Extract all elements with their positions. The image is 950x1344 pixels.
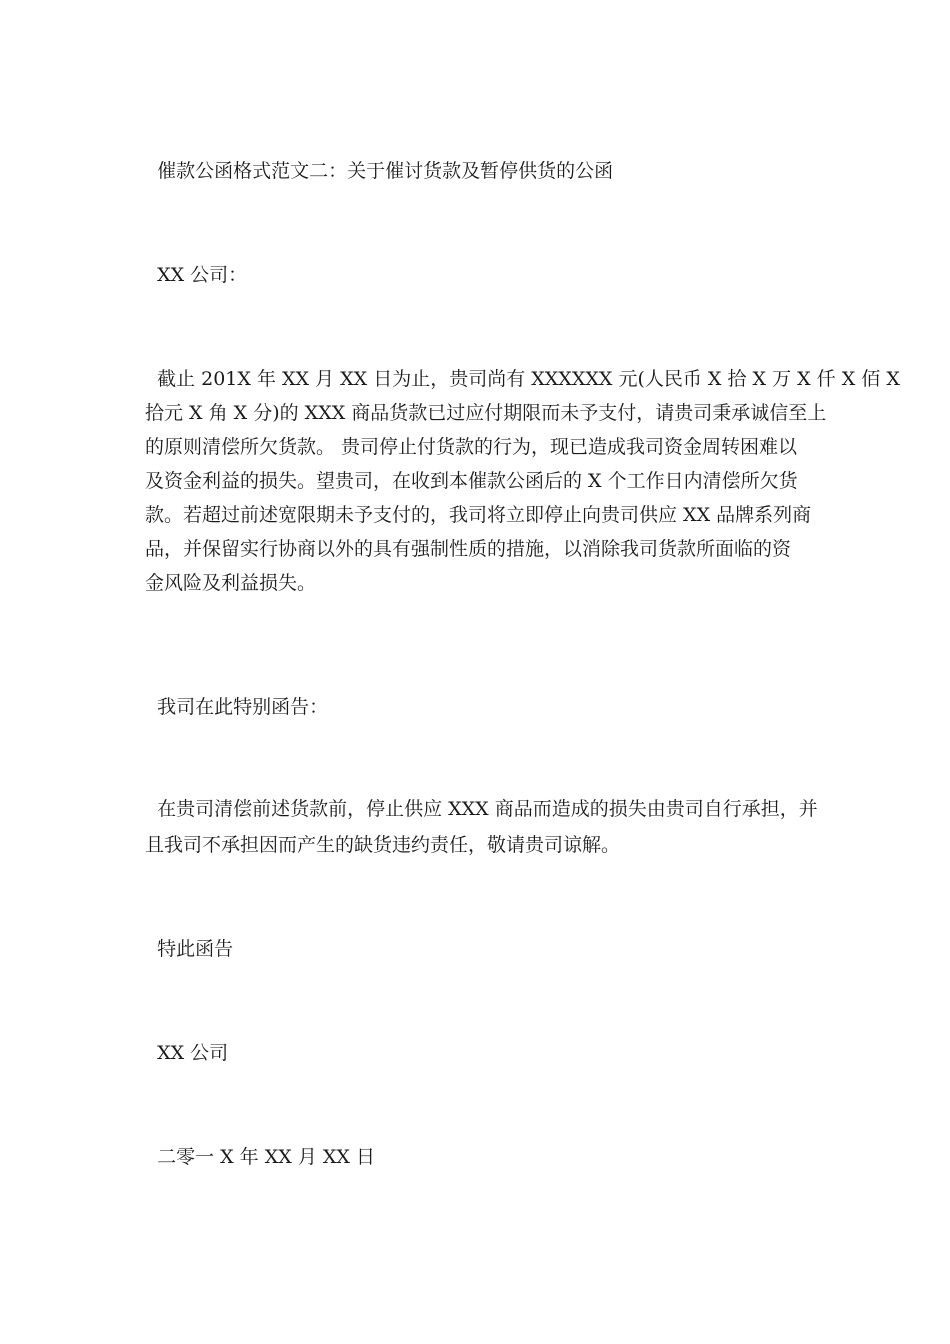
paragraph-line: 截止 201X 年 XX 月 XX 日为止，贵司尚有 XXXXXX 元(人民币 X 拾 X 万 X 仟 X 佰 X [145,368,900,390]
paragraph-line: 及资金利益的损失。望贵司，在收到本催款公函后的 X 个工作日内清偿所欠货 [145,470,798,492]
paragraph-line: 且我司不承担因而产生的缺货违约责任，敬请贵司谅解。 [145,834,621,856]
closing-phrase: 特此函告 [145,938,234,960]
salutation: XX 公司： [145,264,248,286]
paragraph-line: 品，并保留实行协商以外的具有强制性质的措施，以消除我司货款所面临的资 [145,538,792,560]
paragraph-line: 金风险及利益损失。 [145,572,317,594]
document-title: 催款公函格式范文二：关于催讨货款及暂停供货的公函 [145,160,614,182]
signature-company: XX 公司 [145,1042,229,1064]
letter-date: 二零一 X 年 XX 月 XX 日 [145,1146,375,1168]
paragraph-line: 款。若超过前述宽限期未予支付的，我司将立即停止向贵司供应 XX 品牌系列商 [145,504,812,526]
paragraph-line: 拾元 X 角 X 分)的 XXX 商品货款已过应付期限而未予支付，请贵司秉承诚信至上 [145,402,827,424]
notice-heading: 我司在此特别函告： [145,696,329,718]
paragraph-line: 在贵司清偿前述货款前，停止供应 XXX 商品而造成的损失由贵司自行承担，并 [145,798,818,820]
paragraph-line: 的原则清偿所欠货款。 贵司停止付货款的行为，现已造成我司资金周转困难以 [145,436,798,458]
